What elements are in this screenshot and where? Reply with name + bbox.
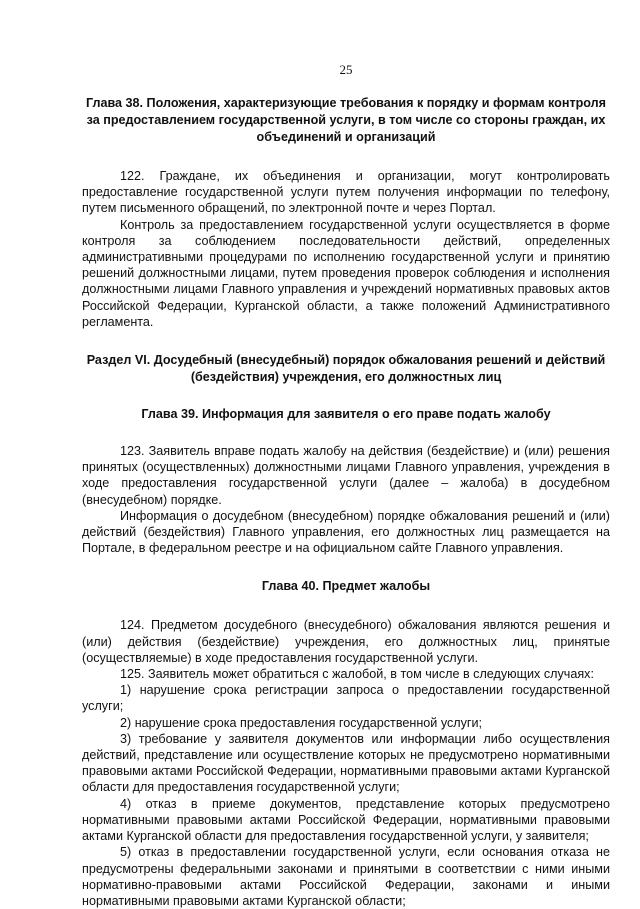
paragraph-control: Контроль за предоставлением государственной услуги осуществляется в форме контроля за соблюдением последовательности действий, определенных административными процедурами по исполнению государственной услуги и принятию решений должностными лицами, путем проведения проверок соблюдения и исполнения должностными лицами Главного управления и учреждений нормативных правовых актов Российской Федерации, Курганской области, а также положений Административного регламента. bbox=[82, 217, 610, 329]
page-number: 25 bbox=[339, 62, 353, 77]
paragraph-124: 124. Предметом досудебного (внесудебного) обжалования являются решения и (или) действия (бездействие) учреждения, его должностных лиц, принятые (осуществляемые) в ходе предоставления государственной услуги. bbox=[82, 618, 610, 665]
chapter-40-title: Глава 40. Предмет жалобы bbox=[261, 579, 431, 594]
list-item-1: 1) нарушение срока регистрации запроса о предоставлении государственной услуги; bbox=[82, 683, 610, 714]
paragraph-123: 123. Заявитель вправе подать жалобу на действия (бездействие) и (или) решения принятых (осуществленных) должностными лицами Главного управления, учреждения в ходе предоставления государственной услуги (далее – жалоба) в досудебном (внесудебном) порядке. bbox=[82, 444, 610, 507]
list-item-4: 4) отказ в приеме документов, представление которых предусмотрено нормативными правовыми актами Российской Федерации, нормативными правовыми актами Курганской области для предоставления государственной услуги, у заявителя; bbox=[82, 796, 610, 844]
paragraph-info: Информация о досудебном (внесудебном) порядке обжалования решений и (или) действий (бездействия) Главного управления, его должностных лиц размещается на Портале, в федеральном реестре и на официальном сайте Главного управления. bbox=[82, 508, 610, 556]
document-content bbox=[82, 95, 610, 909]
chapter-39-title: Глава 39. Информация для заявителя о его праве подать жалобу bbox=[141, 407, 551, 422]
paragraph-125: 125. Заявитель может обратиться с жалобой, в том числе в следующих случаях: bbox=[120, 667, 594, 682]
paragraph-122: 122. Граждане, их объединения и организации, могут контролировать предоставление государственной услуги путем получения информации по телефону, путем письменного обращений, по электронной почте и через Портал. bbox=[82, 169, 610, 216]
section-6-title: Раздел VI. Досудебный (внесудебный) порядок обжалования решений и действий (бездействия) учреждения, его должностных лиц bbox=[86, 353, 606, 385]
list-item-2: 2) нарушение срока предоставления государственной услуги; bbox=[120, 715, 483, 730]
list-item-5: 5) отказ в предоставлении государственной услуги, если основания отказа не предусмотрены федеральными законами и принятыми в соответствии с ними иными нормативно-правовыми актами Российской Федерации, законами и иными нормативными правовыми актами Курганской области; bbox=[82, 845, 610, 908]
chapter-38-title: Глава 38. Положения, характеризующие требования к порядку и формам контроля за предоставлением государственной услуги, в том числе со стороны граждан, их объединений и организаций bbox=[85, 96, 607, 144]
document-page bbox=[82, 0, 610, 908]
list-item-3: 3) требование у заявителя документов или информации либо осуществления действий, представление или осуществление которых не предусмотрено нормативными правовыми актами Российской Федерации, нормативными правовыми актами Курганской области для предоставления государственной услуги; bbox=[82, 731, 610, 795]
